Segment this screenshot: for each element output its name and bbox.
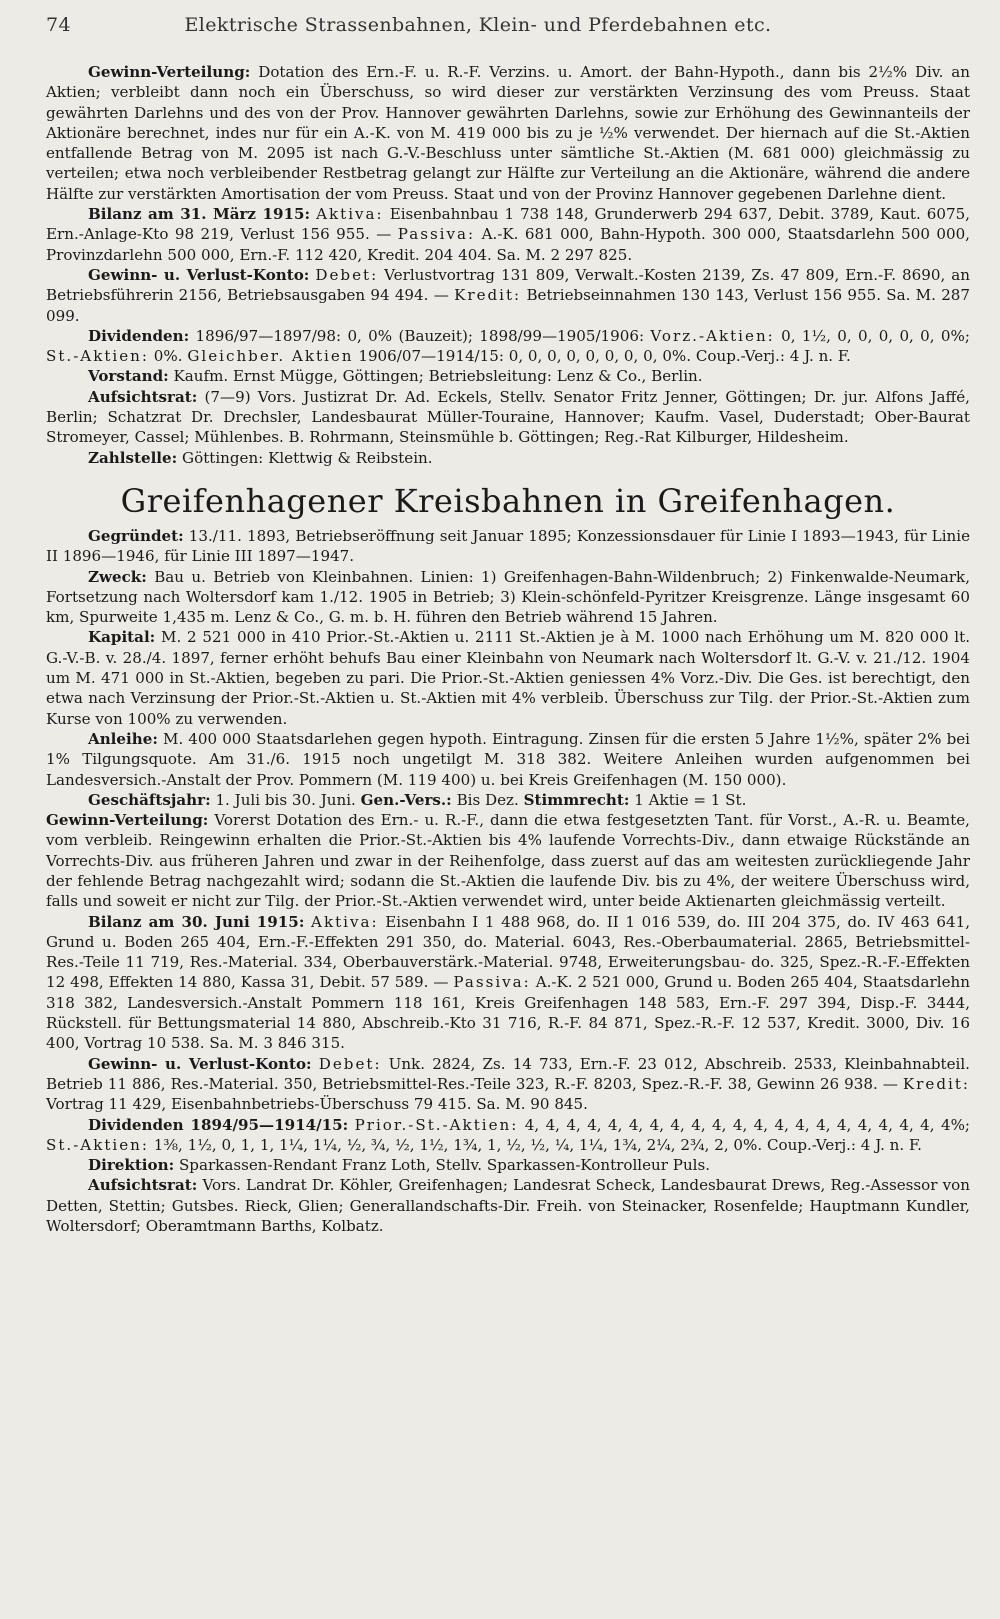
gewinn-label-1: Gewinn-Verteilung:	[88, 63, 251, 81]
section-title: Greifenhagener Kreisbahnen in Greifenhagen.	[120, 481, 896, 520]
guv-kredit-1: Betriebseinnahmen 130 143, Verlust 156 955. Sa. M. 287 099.	[46, 286, 971, 325]
anleihe-label: Anleihe:	[88, 729, 158, 748]
dividenden-d-1: 1906/07—1914/15: 0, 0, 0, 0, 0, 0, 0, 0, 0%. Coup.-Verj.: 4 J. n. F.	[358, 347, 851, 366]
guv-label-2: Gewinn- u. Verlust-Konto:	[88, 1054, 312, 1073]
aufsichtsrat-text-2: Vors. Landrat Dr. Köhler, Greifenhagen; Landesrat Scheck, Landesbaurat Drews, Reg.-Assessor von Detten, Stettin; Gutsbes. Rieck, Glien; Generallandschafts-Dir. Freih. von Steinacker, Rosenfelde; Hauptmann Kundler, Woltersdorf; Oberamtmann Barths, Kolbatz.	[46, 1176, 970, 1236]
direktion	[46, 1155, 970, 1175]
bilanz-aktiva-1: Eisenbahnbau 1 738 148, Grunderwerb 294 637, Debit. 3789, Kaut. 6075, Ern.-Anlage-Kto 98 219, Verlust 156 955. —	[46, 205, 970, 244]
bilanz-label-2: Bilanz am 30. Juni 1915:	[88, 912, 305, 931]
dividenden-a-1: 1896/97—1897/98: 0, 0% (Bauzeit); 1898/99—1905/1906:	[195, 326, 645, 345]
zweck	[46, 567, 970, 628]
aufsichtsrat-label-1: Aufsichtsrat:	[88, 387, 198, 406]
guv-1	[46, 265, 970, 326]
bilanz-1	[46, 204, 970, 265]
dividenden-1	[46, 326, 970, 367]
genvers-label: Gen.-Vers.:	[360, 790, 452, 809]
dividenden-vorz-label-1: Vorz.-Aktien:	[650, 326, 775, 345]
direktion-text: Sparkassen-Rendant Franz Loth, Stellv. Sparkassen-Kontrolleur Puls.	[178, 1156, 711, 1175]
gegruendet-label: Gegründet:	[88, 526, 184, 545]
dividenden-st-label-2: St.-Aktien:	[46, 1135, 149, 1154]
gewinn-text-1: Dotation des Ern.-F. u. R.-F. Verzins. u. Amort. der Bahn-Hypoth., dann bis 2½% Div. an Aktien; verbleibt dann noch ein Überschuss, so wird dieser zur verstärkten Verzinsung des vom Preuss. Staat gewährten Darlehns und des von der Prov. Hannover gewährten Darlehns, sowie zur Erhöhung des Gewinnanteils der Aktionäre berechnet, indes nur für ein A.-K. von M. 419 000 bis zu je ½% verwendet. Der hiernach auf die St.-Aktien entfallende Betrag von M. 2095 ist nach G.-V.-Beschluss unter sämtliche St.-Aktien (M. 681 000) gleichmässig zu verteilen; etwa noch verbleibender Restbetrag gelangt zur Hälfte zur Verteilung an die Aktionäre, während die andere Hälfte zur verstärkten Amortisation der vom Preuss. Staat und von der Provinz Hannover gegebenen Darlehne dient.	[46, 63, 970, 203]
gegruendet	[46, 526, 970, 567]
zahlstelle-text-1: Göttingen: Klettwig & Reibstein.	[182, 448, 433, 467]
zahlstelle-label-1: Zahlstelle:	[88, 448, 178, 467]
guv-kredit-label-1: Kredit:	[454, 286, 522, 305]
kapital	[46, 627, 970, 728]
anleihe	[46, 729, 970, 790]
stimmrecht-label: Stimmrecht:	[523, 790, 630, 809]
direktion-label: Direktion:	[88, 1156, 175, 1175]
dividenden-label-2: Dividenden 1894/95—1914/15:	[88, 1115, 349, 1134]
zahlstelle-1	[46, 448, 970, 468]
page-number: 74	[46, 14, 71, 36]
guv-debet-2: Unk. 2824, Zs. 14 733, Ern.-F. 23 012, Abschreib. 2533, Kleinbahnabteil. Betrieb 11 886, Res.-Material. 350, Betriebsmittel-Res.-Teile 323, R.-F. 8203, Spez.-R.-F. 38, Gewinn 26 938. —	[46, 1054, 970, 1093]
kapital-label: Kapital:	[88, 628, 156, 647]
vorstand-1	[46, 366, 970, 386]
aufsichtsrat-1	[46, 387, 970, 448]
zweck-text: Bau u. Betrieb von Kleinbahnen. Linien: 1) Greifenhagen-Bahn-Wildenbruch; 2) Finkenwalde-Neumark, Fortsetzung nach Woltersdorf kam 1./12. 1905 in Betrieb; 3) Klein-schönfeld-Pyritzer Kreisgrenze. Länge insgesamt 60 km, Spurweite 1,435 m. Lenz & Co., G. m. b. H. führen den Betrieb während 15 Jahren.	[46, 567, 970, 627]
kapital-text: M. 2 521 000 in 410 Prior.-St.-Aktien u. 2111 St.-Aktien je à M. 1000 nach Erhöhung um M. 820 000 lt. G.-V.-B. v. 28./4. 1897, ferner erhöht behufs Bau einer Kleinbahn von Neumark nach Woltersdorf lt. G.-V. v. 21./12. 1904 um M. 471 000 in St.-Aktien, begeben zu pari. Die Prior.-St.-Aktien geniessen 4% Vorz.-Div. Die Ges. ist berechtigt, den etwa nach Verzinsung der Prior.-St.-Aktien u. St.-Aktien mit 4% verbleib. Überschuss zur Tilg. der Prior.-St.-Aktien zum Kurse von 100% zu verwenden.	[46, 628, 970, 728]
geschaeftsjahr	[46, 790, 970, 810]
stimmrecht-text: 1 Aktie = 1 St.	[634, 790, 747, 809]
bilanz-2	[46, 912, 970, 1054]
bilanz-passiva-label-2: Passiva:	[453, 973, 531, 992]
guv-2	[46, 1054, 970, 1115]
gewinn-verteilung-1	[46, 62, 970, 204]
dividenden-label-1: Dividenden:	[88, 326, 190, 345]
dividenden-prior-label-2: Prior.-St.-Aktien:	[354, 1115, 519, 1134]
vorstand-label-1: Vorstand:	[88, 367, 169, 386]
guv-debet-1: Verlustvortrag 131 809, Verwalt.-Kosten 2139, Zs. 47 809, Ern.-F. 8690, an Betriebsführerin 2156, Betriebsausgaben 94 494. —	[46, 265, 970, 305]
guv-kredit-label-2: Kredit:	[902, 1074, 970, 1093]
genvers-text: Bis Dez.	[456, 790, 519, 809]
bilanz-aktiva-2: Eisenbahn I 1 488 968, do. II 1 016 539, do. III 204 375, do. IV 463 641, Grund u. Boden 265 404, Ern.-F.-Effekten 291 350, do. Material. 6043, Res.-Oberbaumaterial. 2865, Betriebsmittel-Res.-Teile 11 719, Res.-Material. 334, Oberbauverstärk.-Material. 9748, Erweiterungsbau- do. 325, Spez.-R.-F.-Effekten 12 498, Effekten 14 880, Kassa 31, Debit. 57 589. —	[46, 912, 970, 992]
gewinn-verteilung-2	[46, 810, 970, 911]
bilanz-passiva-2: A.-K. 2 521 000, Grund u. Boden 265 404, Staatsdarlehn 318 382, Landesversich.-Anstalt Pommern 118 161, Kreis Greifenhagen 148 583, Ern.-F. 297 394, Disp.-F. 3444, Rückstell. für Bettungsmaterial 14 880, Abschreib.-Kto 31 716, R.-F. 84 871, Spez.-R.-F. 12 537, Kredit. 3000, Div. 16 400, Vortrag 10 538. Sa. M. 3 846 315.	[46, 973, 970, 1053]
bilanz-aktiva-label-1: Aktiva:	[316, 205, 384, 224]
bilanz-passiva-label-1: Passiva:	[397, 225, 476, 244]
bilanz-aktiva-label-2: Aktiva:	[311, 912, 379, 931]
zweck-label: Zweck:	[88, 567, 147, 586]
dividenden-gleich-label-1: Gleichber. Aktien	[187, 347, 354, 366]
geschaeftsjahr-text: 1. Juli bis 30. Juni.	[215, 790, 356, 809]
dividenden-st-label-1: St.-Aktien:	[46, 347, 149, 366]
anleihe-text: M. 400 000 Staatsdarlehen gegen hypoth. Eintragung. Zinsen für die ersten 5 Jahre 1½%, später 2% bei 1% Tilgungsquote. Am 31./6. 1915 noch ungetilgt M. 318 382. Weitere Anleihen wurden aufgenommen bei Landesversich.-Anstalt der Prov. Pommern (M. 119 400) u. bei Kreis Greifenhagen (M. 150 000).	[46, 729, 970, 789]
gegruendet-text: 13./11. 1893, Betriebseröffnung seit Januar 1895; Konzessionsdauer für Linie I 1893—1943, für Linie II 1896—1946, für Linie III 1897—1947.	[46, 526, 970, 566]
running-title: Elektrische Strassenbahnen, Klein- und Pferdebahnen etc.	[184, 14, 772, 36]
aufsichtsrat-label-2: Aufsichtsrat:	[88, 1176, 198, 1195]
geschaeftsjahr-label: Geschäftsjahr:	[88, 790, 211, 809]
gewinn-text-2: Vorerst Dotation des Ern.- u. R.-F., dann die etwa festgesetzten Tant. für Vorst., A.-R. u. Beamte, vom verbleib. Reingewinn erhalten die Prior.-St.-Aktien bis 4% laufende Vorrechts-Div., dann etwaige Rückstände an Vorrechts-Div. aus früheren Jahren und zwar in der Reihenfolge, dass zuerst auf das am weitesten zurückliegende Jahr der fehlende Betrag nachgezahlt wird; sodann die St.-Aktien die laufende Div. bis zu 4%, der weitere Überschuss wird, falls und soweit er nicht zur Tilg. der Prior.-St.-Aktien verwendet wird, unter beide Aktienarten gleichmässig verteilt.	[46, 811, 970, 911]
gewinn-label-2: Gewinn-Verteilung:	[46, 811, 209, 830]
dividenden-2	[46, 1115, 970, 1156]
aufsichtsrat-2	[46, 1175, 970, 1236]
dividenden-c-1: 0%.	[153, 347, 183, 366]
dividenden-b-2: 1⅜, 1½, 0, 1, 1, 1¼, 1¼, ½, ¾, ½, 1½, 1¾, 1, ½, ½, ¼, 1¼, 1¾, 2¼, 2¾, 2, 0%. Coup.-Verj.: 4 J. n. F.	[153, 1135, 922, 1154]
dividenden-a-2: 4, 4, 4, 4, 4, 4, 4, 4, 4, 4, 4, 4, 4, 4, 4, 4, 4, 4, 4, 4, 4%;	[524, 1115, 971, 1134]
vorstand-text-1: Kaufm. Ernst Mügge, Göttingen; Betriebsleitung: Lenz & Co., Berlin.	[173, 367, 703, 386]
running-head	[46, 14, 970, 36]
guv-debet-label-2: Debet:	[318, 1054, 382, 1073]
guv-label-1: Gewinn- u. Verlust-Konto:	[88, 265, 310, 284]
bilanz-label-1: Bilanz am 31. März 1915:	[88, 205, 311, 224]
dividenden-b-1: 0, 1½, 0, 0, 0, 0, 0, 0%;	[781, 326, 970, 345]
guv-kredit-2: Vortrag 11 429, Eisenbahnbetriebs-Überschuss 79 415. Sa. M. 90 845.	[46, 1095, 588, 1114]
bilanz-passiva-1: A.-K. 681 000, Bahn-Hypoth. 300 000, Staatsdarlehn 500 000, Provinzdarlehn 500 000, Ern.-F. 112 420, Kredit. 204 404. Sa. M. 2 297 825.	[46, 225, 970, 264]
aufsichtsrat-text-1: (7—9) Vors. Justizrat Dr. Ad. Eckels, Stellv. Senator Fritz Jenner, Göttingen; Dr. jur. Alfons Jaffé, Berlin; Schatzrat Dr. Drechsler, Landesbaurat Müller-Touraine, Hannover; Kaufm. Vasel, Duderstadt; Ober-Baurat Stromeyer, Cassel; Mühlenbes. B. Rohrmann, Steinsmühle b. Göttingen; Reg.-Rat Kilburger, Hildesheim.	[46, 387, 970, 447]
guv-debet-label-1: Debet:	[315, 265, 379, 284]
